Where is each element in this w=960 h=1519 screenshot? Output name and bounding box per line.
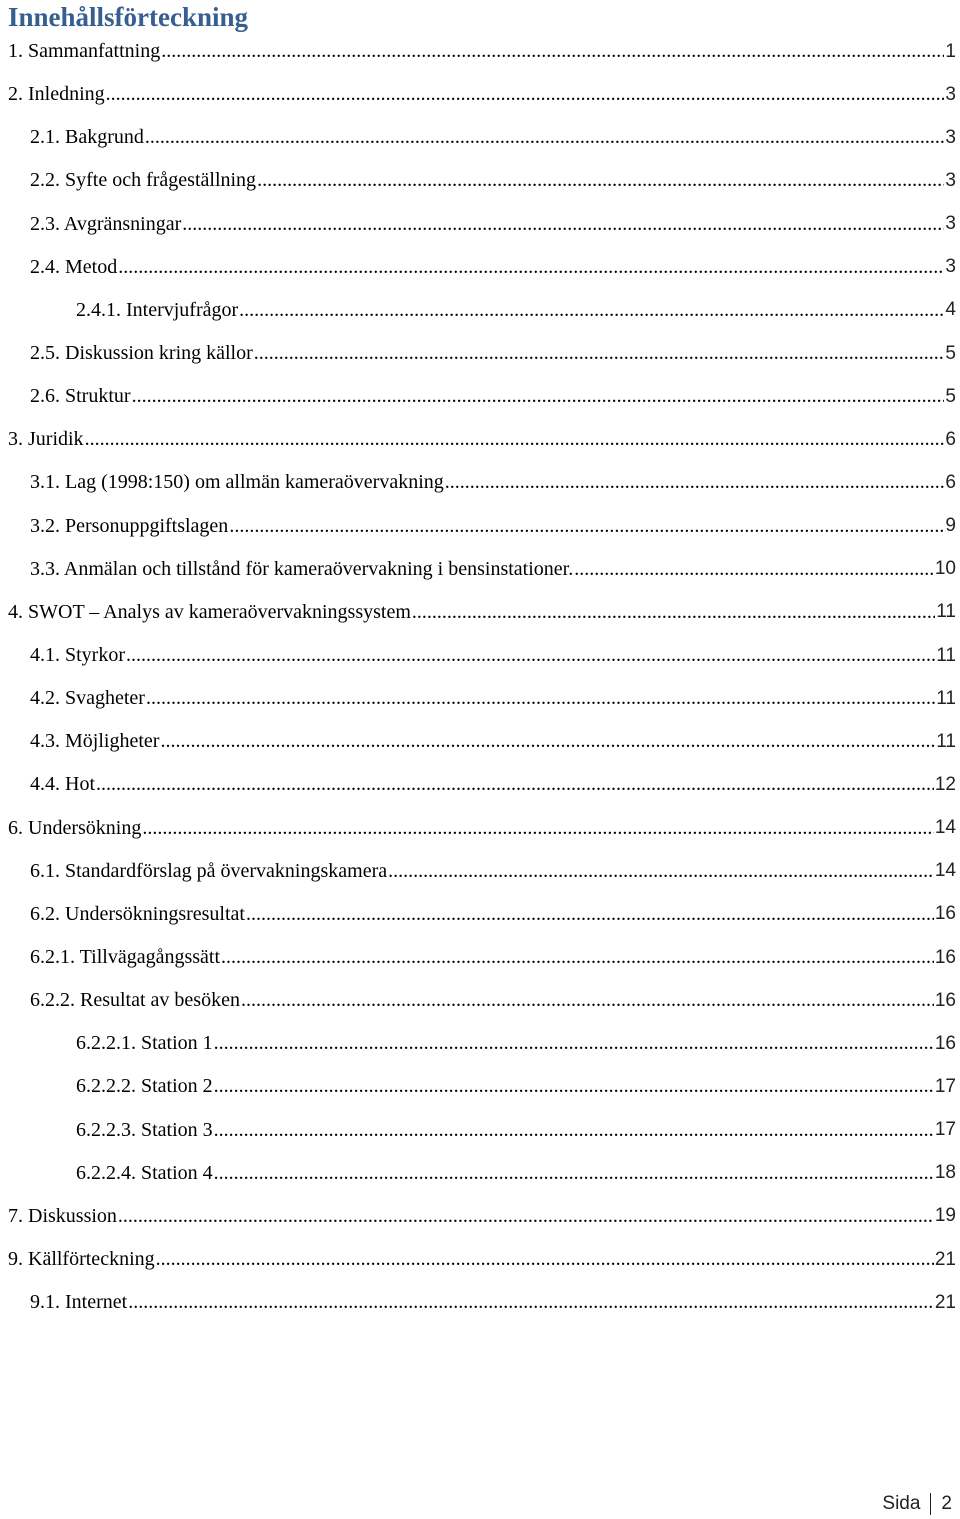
toc-dot-leader: [128, 1291, 934, 1314]
toc-dot-leader: [142, 817, 934, 840]
toc-entry[interactable]: [0, 720, 960, 763]
toc-entry-page-number: 6: [945, 471, 956, 493]
toc-entry-page-number: 12: [934, 773, 956, 795]
toc-entry-page-number: 4: [945, 299, 956, 321]
toc-entry-page-number: 14: [934, 817, 956, 839]
toc-entry-page-number: 21: [934, 1248, 956, 1270]
toc-dot-leader: [254, 342, 945, 365]
toc-entry-page-number: 3: [945, 256, 956, 278]
toc-entry-page-number: 11: [936, 601, 956, 623]
toc-entry-title: 2.6. Struktur: [30, 385, 131, 408]
toc-dot-leader: [161, 40, 944, 63]
toc-entry-title: 9.1. Internet: [30, 1291, 128, 1314]
toc-dot-leader: [145, 126, 945, 149]
toc-dot-leader: [574, 558, 934, 581]
toc-entry-title: 3. Juridik: [8, 428, 84, 451]
toc-dot-leader: [214, 1032, 934, 1055]
footer-page-number: 2: [941, 1493, 952, 1514]
toc-entry[interactable]: [0, 116, 960, 159]
toc-heading: Innehållsförteckning: [8, 2, 249, 32]
toc-dot-leader: [96, 773, 934, 796]
footer-separator: [930, 1493, 931, 1515]
toc-dot-leader: [214, 1119, 934, 1142]
toc-entry-title: 4.4. Hot: [30, 773, 95, 796]
toc-entry-page-number: 11: [936, 687, 956, 709]
toc-entry[interactable]: [0, 1281, 960, 1324]
page-footer: [882, 1493, 952, 1515]
toc-entry-title: 4.1. Styrkor: [30, 644, 125, 667]
toc-entry-title: 6.1. Standardförslag på övervakningskamera: [30, 859, 388, 882]
toc-entry-title: 2.3. Avgränsningar: [30, 212, 182, 235]
toc-dot-leader: [412, 601, 935, 624]
toc-entry-title: 9. Källförteckning: [8, 1248, 155, 1270]
toc-entry-page-number: 17: [934, 1075, 956, 1097]
toc-entry[interactable]: [0, 850, 960, 893]
toc-entry[interactable]: [0, 634, 960, 677]
toc-entry[interactable]: [0, 1152, 960, 1195]
toc-dot-leader: [229, 515, 944, 538]
toc-entry-title: 2.2. Syfte och frågeställning: [30, 169, 257, 192]
toc-entry-page-number: 3: [945, 213, 956, 235]
toc-entry[interactable]: [0, 375, 960, 418]
toc-entry-page-number: 3: [945, 83, 956, 105]
toc-dot-leader: [246, 903, 934, 926]
toc-dot-leader: [132, 385, 945, 408]
toc-entry-title: 3.1. Lag (1998:150) om allmän kameraövervakning: [30, 471, 444, 494]
toc-entry-page-number: 17: [934, 1119, 956, 1141]
toc-entry[interactable]: [0, 807, 960, 850]
toc-entry[interactable]: [0, 591, 960, 634]
toc-entry[interactable]: [0, 203, 960, 246]
toc-entry-title: 6.2.2.4. Station 4: [76, 1161, 213, 1184]
toc-entry-title: 6. Undersökning: [8, 816, 142, 839]
toc-entry-title: 2.1. Bakgrund: [30, 126, 144, 149]
toc-entry-title: 4.2. Svagheter: [30, 687, 145, 710]
toc-entry-title: 3.3. Anmälan och tillstånd för kameraövervakning i bensinstationer.: [30, 557, 574, 580]
toc-dot-leader: [221, 946, 934, 969]
toc-entry-page-number: 21: [934, 1291, 956, 1313]
toc-entry[interactable]: [0, 677, 960, 720]
toc-dot-leader: [160, 730, 935, 753]
toc-dot-leader: [126, 644, 935, 667]
footer-label: Sida: [882, 1493, 921, 1514]
toc-entry[interactable]: [0, 289, 960, 332]
toc-dot-leader: [156, 1248, 934, 1271]
toc-entry[interactable]: [0, 548, 960, 591]
toc-entry-page-number: 19: [934, 1205, 956, 1227]
toc-entry-page-number: 6: [945, 428, 956, 450]
toc-dot-leader: [106, 83, 945, 106]
toc-entry[interactable]: [0, 418, 960, 461]
toc-entry-title: 2.5. Diskussion kring källor: [30, 342, 253, 365]
toc-entry-page-number: 16: [934, 1032, 956, 1054]
toc-entry-page-number: 5: [945, 342, 956, 364]
toc-entry-page-number: 11: [936, 644, 956, 666]
toc-entry-page-number: 1: [945, 40, 956, 62]
toc-entry-title: 7. Diskussion: [8, 1204, 117, 1227]
toc-dot-leader: [445, 471, 945, 494]
toc-entry[interactable]: [0, 30, 960, 73]
toc-entry-page-number: 14: [934, 860, 956, 882]
toc-entry[interactable]: [0, 1022, 960, 1065]
toc-entry-page-number: 3: [945, 126, 956, 148]
toc-entry-page-number: 5: [945, 385, 956, 407]
toc-entry-title: 1. Sammanfattning: [8, 40, 161, 63]
toc-entry-title: 3.2. Personuppgiftslagen: [30, 514, 229, 537]
toc-entry[interactable]: [0, 246, 960, 289]
toc-entry-title: 6.2. Undersökningsresultat: [30, 902, 245, 925]
toc-entry-page-number: 9: [945, 515, 956, 537]
toc-entry[interactable]: [0, 1238, 960, 1281]
toc-entry[interactable]: [0, 1195, 960, 1238]
toc-dot-leader: [388, 860, 934, 883]
toc-entry-title: 2.4.1. Intervjufrågor: [76, 298, 239, 321]
toc-entry[interactable]: [0, 159, 960, 202]
toc-entry-title: 6.2.1. Tillvägagångssätt: [30, 946, 221, 969]
toc-entry[interactable]: [0, 1109, 960, 1152]
toc-entry-title: 4. SWOT – Analys av kameraövervakningssystem: [8, 600, 411, 623]
toc-entry[interactable]: [0, 505, 960, 548]
toc-entry[interactable]: [0, 893, 960, 936]
toc-dot-leader: [239, 299, 944, 322]
toc-dot-leader: [118, 256, 944, 279]
toc-dot-leader: [118, 1205, 934, 1228]
toc-entry-title: 2. Inledning: [8, 83, 105, 106]
toc-list: [0, 30, 960, 1324]
toc-entry[interactable]: [0, 332, 960, 375]
toc-entry-title: 2.4. Metod: [30, 255, 118, 278]
toc-dot-leader: [257, 169, 944, 192]
toc-dot-leader: [182, 213, 944, 236]
toc-entry-page-number: 16: [934, 946, 956, 968]
toc-entry[interactable]: [0, 936, 960, 979]
toc-dot-leader: [146, 687, 935, 710]
toc-entry-page-number: 3: [945, 169, 956, 191]
toc-entry-title: 6.2.2. Resultat av besöken: [30, 989, 240, 1012]
toc-dot-leader: [214, 1075, 934, 1098]
toc-entry-page-number: 18: [934, 1162, 956, 1184]
toc-entry[interactable]: [0, 763, 960, 806]
toc-dot-leader: [85, 428, 945, 451]
toc-entry-page-number: 10: [934, 558, 956, 580]
toc-entry-title: 4.3. Möjligheter: [30, 730, 160, 753]
toc-entry[interactable]: [0, 461, 960, 504]
toc-dot-leader: [241, 989, 934, 1012]
toc-entry[interactable]: [0, 73, 960, 116]
toc-entry-page-number: 16: [934, 989, 956, 1011]
toc-entry-title: 6.2.2.3. Station 3: [76, 1118, 213, 1141]
toc-entry[interactable]: [0, 1065, 960, 1108]
toc-entry-title: 6.2.2.2. Station 2: [76, 1075, 213, 1098]
toc-dot-leader: [214, 1162, 934, 1185]
toc-entry-page-number: 16: [934, 903, 956, 925]
toc-entry[interactable]: [0, 979, 960, 1022]
toc-entry-title: 6.2.2.1. Station 1: [76, 1032, 213, 1055]
toc-entry-page-number: 11: [936, 730, 956, 752]
